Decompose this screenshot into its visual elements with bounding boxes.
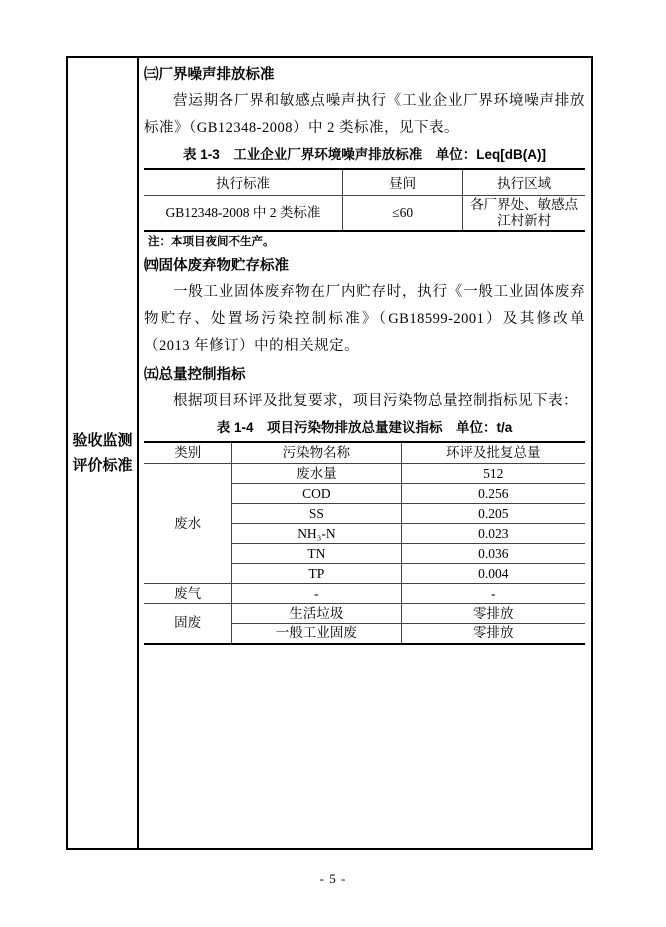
table-cell: 0.036 (401, 544, 585, 564)
report-form-frame (66, 56, 593, 850)
table-cell: ≤60 (342, 195, 462, 231)
table-footnote: 注：本项目夜间不生产。 (148, 235, 275, 248)
row-header-label (72, 428, 132, 478)
table-cell: GB12348-2008 中 2 类标准 (144, 195, 342, 231)
table-header-row (144, 442, 585, 464)
table-cell: TN (232, 544, 401, 564)
table-cell: 512 (401, 464, 585, 484)
table-cell: SS (232, 504, 401, 524)
table-cell: 0.205 (401, 504, 585, 524)
table-cell: 废水量 (232, 464, 401, 484)
table-cell: 一般工业固废 (232, 624, 401, 644)
table-cell: - (232, 584, 401, 604)
category-cell-wastewater: 废水 (144, 464, 232, 584)
table-row (144, 195, 585, 231)
row-header-line1: 验收监测 (72, 432, 133, 449)
column-header: 类别 (144, 442, 232, 464)
table-cell: TP (232, 564, 401, 584)
table-cell: 0.256 (401, 484, 585, 504)
table-cell: 各厂界处、敏感点江村新村 (463, 195, 585, 231)
section-heading-noise: ㈢厂界噪声排放标准 (144, 67, 275, 83)
noise-standard-table (144, 168, 585, 232)
row-header-acceptance-standards (68, 58, 139, 848)
form-cell-content (139, 58, 591, 848)
table-row (144, 584, 585, 604)
paragraph-noise-standard: 营运期各厂界和敏感点噪声执行《工业企业厂界环境噪声排放标准》（GB12348-2008）中 2 类标准，见下表。 (144, 93, 585, 136)
total-control-table (144, 441, 585, 645)
column-header: 污染物名称 (232, 442, 401, 464)
row-header-line2: 评价标准 (72, 457, 133, 474)
table-cell: 零排放 (401, 624, 585, 644)
table-cell: 生活垃圾 (232, 604, 401, 624)
column-header: 执行区域 (463, 169, 585, 195)
section-heading-solid-waste: ㈣固体废弃物贮存标准 (144, 257, 289, 274)
table-cell: - (401, 584, 585, 604)
category-cell-waste-gas: 废气 (144, 584, 232, 604)
section-heading-total-control: ㈤总量控制指标 (144, 366, 246, 383)
table-row (144, 464, 585, 484)
table-header-row (144, 169, 585, 195)
table-cell: COD (232, 484, 401, 504)
page-number: - 5 - (319, 871, 347, 886)
table-row (144, 604, 585, 624)
paragraph-total-control: 根据项目环评及批复要求，项目污染物总量控制指标见下表： (173, 392, 578, 409)
paragraph-solid-waste-standard: 一般工业固体废弃物在厂内贮存时，执行《一般工业固体废弃物贮存、处置场污染控制标准》（GB18599-2001）及其修改单（2013 年修订）中的相关规定。 (144, 283, 585, 354)
column-header: 昼间 (342, 169, 462, 195)
category-cell-solid-waste: 固废 (144, 604, 232, 644)
table-cell: 0.023 (401, 524, 585, 544)
table-cell: 零排放 (401, 604, 585, 624)
table-cell: 0.004 (401, 564, 585, 584)
table-1-4-title: 表 1-4 项目污染物排放总量建议指标 单位：t/a (216, 419, 513, 435)
table-1-3-title: 表 1-3 工业企业厂界环境噪声排放标准 单位：Leq[dB(A)] (183, 147, 546, 162)
table-cell: NH₃-N (232, 524, 401, 544)
column-header: 环评及批复总量 (401, 442, 585, 464)
column-header: 执行标准 (144, 169, 342, 195)
